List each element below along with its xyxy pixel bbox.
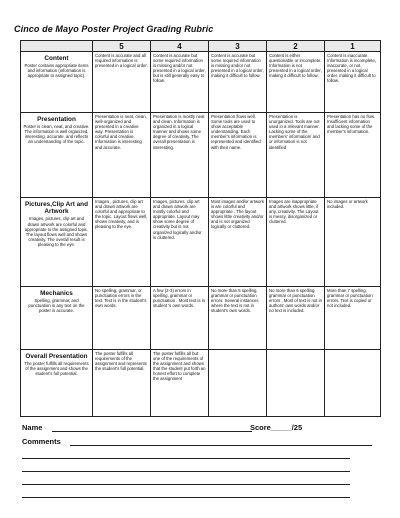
- criteria-cell: Images , pictures, clip art and drawn artwork are colorful and appropriate to the topic. Layout flows well, shows creativity, and is pleasing to the eye.: [93, 198, 151, 287]
- name-label: Name: [22, 423, 43, 432]
- header-score-1: 1: [325, 41, 381, 52]
- name-score-row: [22, 423, 382, 433]
- criteria-cell: No spelling, grammar, or punctuation errors in the text. Text is in the student's own words.: [93, 287, 151, 350]
- name-line[interactable]: [52, 431, 252, 432]
- table-row: [21, 350, 381, 417]
- category-cell: [21, 52, 93, 113]
- criteria-cell: The poster fulfills all requirements of the assignment and represents the student's full potential.: [93, 350, 151, 417]
- comments-line[interactable]: [70, 445, 372, 446]
- criteria-cell: [267, 350, 325, 417]
- page-title: Cinco de Mayo Poster Project Grading Rubric: [14, 24, 214, 34]
- category-title: Overall Presentation: [25, 353, 88, 360]
- comments-line[interactable]: [22, 458, 350, 459]
- criteria-cell: Presentation is mostly neat and clean. Information is organized in a logical manner and shows some degree of creativity. The overall presentation is interesting.: [151, 113, 209, 198]
- criteria-cell: No more than 6 spelling, grammar or punctuation errors . Most of text is not in authors' own words and/or no text is included.: [267, 287, 325, 350]
- comments-line[interactable]: [22, 484, 350, 485]
- criteria-cell: Content is accurate but some required information is missing and/or not presented in a logical order, but is still generally easy to follow.: [151, 52, 209, 113]
- category-cell: [21, 113, 93, 198]
- criteria-cell: Images, pictures, clip art and drawn artwork are mostly colorful and appropriate. Layout may show some degree of creativity but is not organized logically and/or is cluttered.: [151, 198, 209, 287]
- criteria-cell: [209, 350, 267, 417]
- criteria-cell: Content is either questionable or incomplete. Information is not presented in a logical order, making it difficult to follow.: [267, 52, 325, 113]
- criteria-cell: Content is accurate and all required information is presented in a logical order.: [93, 52, 151, 113]
- score-label: Score_____/25: [250, 423, 303, 432]
- criteria-cell: A few (2-3) errors in spelling, grammar or punctuation . Most text is in student 's own words.: [151, 287, 209, 350]
- category-description: Poster contains appropriate items and information (information is appropriate to assigned topic).: [24, 63, 89, 79]
- criteria-cell: The poster fulfills all but one of the requirements of the assignment and shows that the student put forth an honest effort to complete the assignment: [151, 350, 209, 417]
- criteria-cell: Presentation flows well. Some tools are used to show acceptable understanding. Each member's information is represented and identified with their name.: [209, 113, 267, 198]
- comments-label: Comments: [22, 437, 61, 446]
- table-row: [21, 113, 381, 198]
- criteria-cell: Presentation is unorganized. Tools are not used in a relevant manner. Lacking some of the members' information/ and or information is not identified: [267, 113, 325, 198]
- rubric-table: [20, 40, 381, 417]
- comments-line[interactable]: [22, 471, 350, 472]
- criteria-cell: Content is accurate but some required information is missing and/or not presented in a logical order, making it difficult to follow.: [209, 52, 267, 113]
- category-description: Images, pictures, clip art and drawn artwork are colorful and appropriate to the assigned topic. The layout flows well and shows creativity. The overall result is pleasing to the eye.: [24, 216, 89, 247]
- criteria-cell: No images or artwork included.: [325, 198, 381, 287]
- header-score-4: 4: [151, 41, 209, 52]
- header-score-5: 5: [93, 41, 151, 52]
- category-title: Pictures,Clip Art and Artwork: [25, 201, 88, 216]
- criteria-cell: Images are inappropriate and artwork shows little, if any, creativity. The Layout is messy, disorganized or cluttered.: [267, 198, 325, 287]
- header-score-2: 2: [267, 41, 325, 52]
- criteria-cell: More than 7 spelling, grammar or punctuation errors. Text is copied or not included.: [325, 287, 381, 350]
- criteria-cell: [325, 350, 381, 417]
- table-row: [21, 52, 381, 113]
- category-cell: [21, 350, 93, 417]
- comments-row: [22, 437, 382, 447]
- category-description: Poster is clean, neat, and creative. The information is well organized, interesting, accurate, and reflects an understanding of the topic.: [23, 124, 90, 145]
- category-cell: [21, 287, 93, 350]
- criteria-cell: Most images and/or artwork is are colorful and appropriate . The layout shows little creativity and/or and is not organized logically or cluttered.: [209, 198, 267, 287]
- category-cell: [21, 198, 93, 287]
- header-row: [21, 41, 381, 52]
- category-title: Presentation: [37, 116, 76, 123]
- header-blank: [21, 41, 93, 52]
- criteria-cell: No more than 5 spelling, grammar or punctuation errors. Several instances where the text is not in student's own words.: [209, 287, 267, 350]
- table-row: [21, 198, 381, 287]
- category-title: Mechanics: [40, 290, 73, 297]
- category-description: The poster fulfills all requirements of the assignment and shows the student's full potential.: [24, 361, 89, 377]
- header-score-3: 3: [209, 41, 267, 52]
- criteria-cell: Presentation is neat, clean, well-organized and presented in a creative way. Presentation is colorful and creative. Information is interesting and accurate.: [93, 113, 151, 198]
- criteria-cell: Presentation has no flow. Insufficient information and lacking some of the member's information.: [325, 113, 381, 198]
- criteria-cell: Content is inaccurate. Information is incomplete, inaccurate, or not presented in a logical order, making it difficult to follow.: [325, 52, 381, 113]
- comments-line[interactable]: [22, 497, 350, 498]
- category-description: Spelling, grammar, and punctuation in any text on the poster is accurate.: [28, 298, 85, 314]
- table-row: [21, 287, 381, 350]
- category-title: Content: [44, 55, 69, 62]
